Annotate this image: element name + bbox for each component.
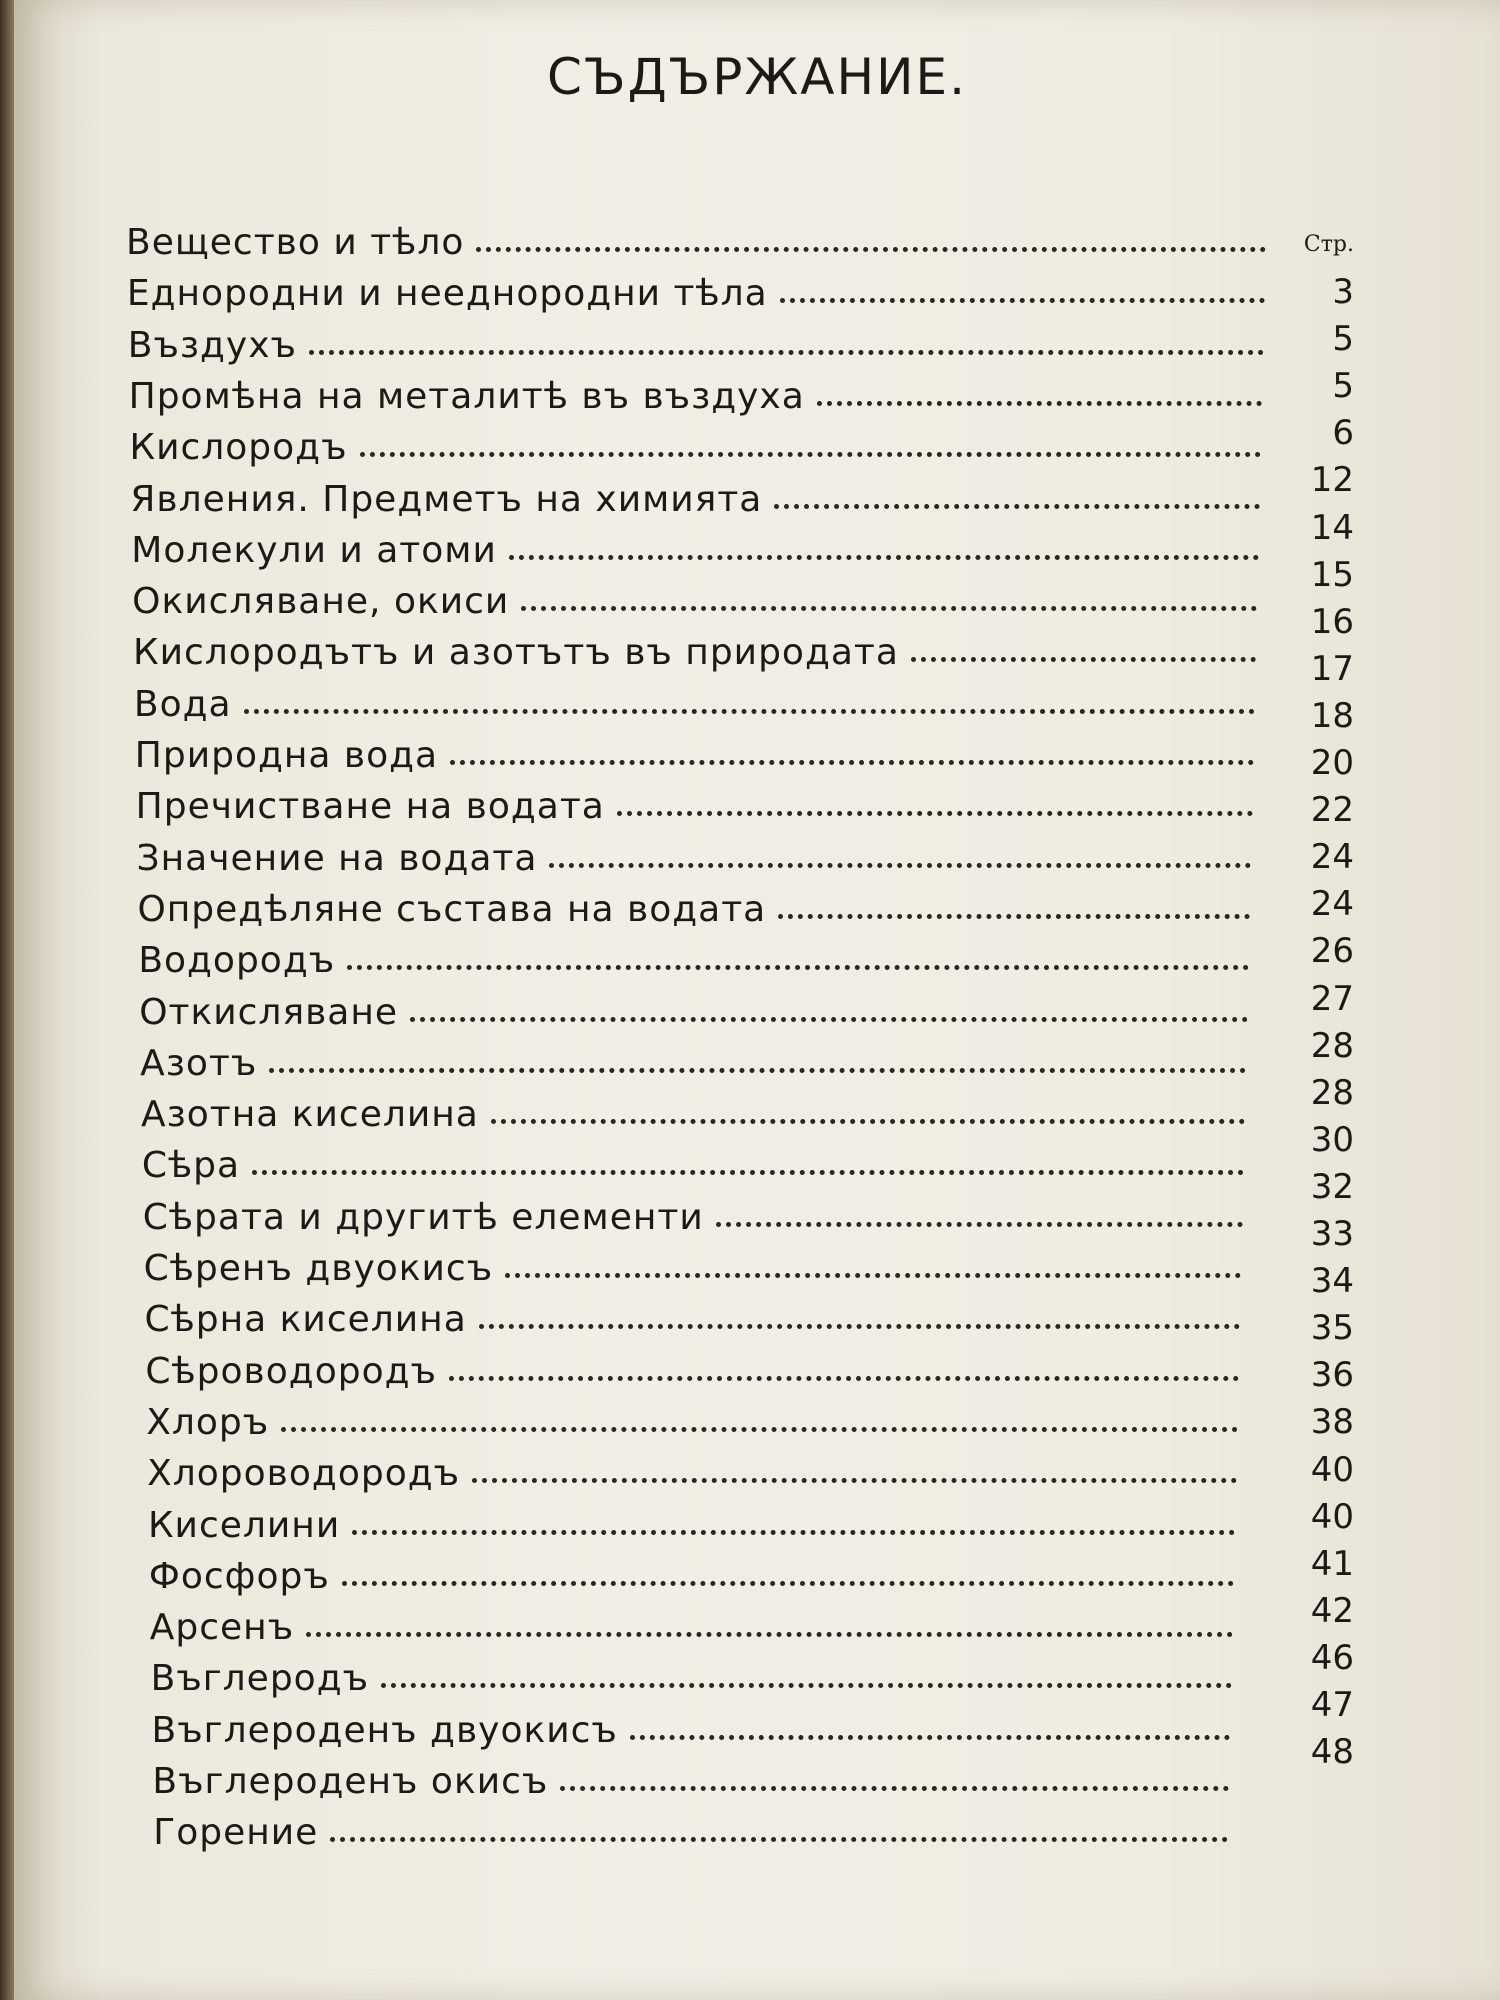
dot-leader [410,1005,1248,1022]
dot-leader [252,1158,1244,1175]
dot-leader [244,697,1255,714]
dot-leader [330,1825,1228,1842]
toc-entry-title: Пречистване на водата [135,786,605,828]
dot-leader [911,645,1256,662]
toc-entry [132,581,1267,627]
toc-entry [138,940,1259,986]
toc-entry-page-number: 32 [1310,1166,1354,1207]
toc-entry-page-number: 22 [1310,790,1354,831]
toc-entry [131,530,1268,576]
toc-entry-page-number: 36 [1310,1355,1354,1396]
toc-entry-page-number: 40 [1310,1496,1354,1537]
dot-leader [617,799,1253,816]
toc-entry-title: Окисляване, окиси [132,581,510,623]
toc-entry-page-number: 17 [1310,648,1354,689]
toc-entry-title: Молекули и атоми [131,529,497,571]
dot-leader [449,1364,1239,1381]
toc-entry-title: Арсенъ [149,1607,295,1649]
toc-entry-page-number: 26 [1310,931,1354,972]
toc-entry-title: Хлороводородъ [147,1453,461,1495]
toc-entry-title: Въглероденъ двуокисъ [151,1709,618,1751]
dot-leader [560,1774,1229,1791]
toc-entry [152,1761,1239,1807]
toc-entry-title: Откисляване [139,991,399,1033]
toc-entry-page-number: 5 [1332,319,1354,360]
dot-leader [269,1056,1246,1073]
toc-entry-title: Горение [153,1812,319,1854]
toc-entry-page-number: 34 [1310,1261,1354,1302]
toc-entry [152,1710,1241,1756]
dot-leader [521,594,1257,611]
toc-entry-title: Сѣренъ двуокисъ [143,1248,494,1289]
toc-entry-title: Значение на водата [136,837,538,879]
toc-entry [128,325,1274,371]
toc-entry [142,1145,1254,1191]
toc-entry [143,1197,1253,1243]
dot-leader [309,338,1264,355]
toc-entry [136,786,1263,832]
toc-entry [141,1094,1255,1140]
toc-entry [151,1658,1242,1704]
toc-entry-page-number: 20 [1310,743,1354,783]
toc-entry-title: Кислородъ [129,427,348,469]
toc-entry-page-number: 40 [1310,1449,1354,1490]
dot-leader [778,902,1250,919]
dot-leader [306,1620,1233,1637]
dot-leader [716,1210,1243,1227]
toc-entry [144,1299,1250,1345]
toc-entry-page-number: 28 [1310,1072,1354,1113]
toc-entry-title: Опредѣляне състава на водата [137,888,767,930]
dot-leader [479,1312,1240,1329]
toc-entry-title: Киселини [148,1504,341,1546]
toc-entry-title: Вода [133,683,232,725]
toc-entry [130,427,1272,473]
toc-entry-title: Явления. Предметъ на химията [130,478,763,520]
toc-entry-page-number: 6 [1332,413,1354,454]
dot-leader [505,1261,1241,1278]
book-page [14,0,1500,2000]
toc-entry-title: Сѣроводородъ [145,1350,437,1392]
dot-leader [472,1466,1237,1483]
book-binding-edge [0,0,14,2000]
toc-entry-title: Промѣна на металитѣ въ въздуха [128,375,805,417]
toc-entry [126,222,1276,268]
toc-entry-title: Вещество и тѣло [126,222,465,263]
dot-leader [360,440,1262,457]
toc-entry-title: Въздухъ [127,324,297,366]
dot-leader [817,389,1263,406]
toc-entry [134,684,1265,730]
toc-entry [144,1248,1252,1294]
toc-entry-page-number: 42 [1310,1590,1354,1631]
dot-leader [491,1107,1245,1124]
toc-entry-page-number: 41 [1310,1543,1354,1584]
toc-entry [150,1607,1243,1653]
toc-entry-title: Азотъ [140,1042,258,1084]
dot-leader [780,286,1265,303]
dot-leader [476,235,1266,252]
page-title: СЪДЪРЖАНИЕ. [547,48,967,106]
toc-entry-page-number: 18 [1310,695,1354,736]
toc-entry-page-number: 30 [1310,1119,1354,1160]
toc-entry-page-number: 12 [1310,460,1354,501]
toc-entry-page-number: 38 [1310,1402,1354,1443]
toc-entry [137,838,1262,884]
toc-entry-page-number: 47 [1310,1685,1354,1725]
toc-entry [127,273,1275,319]
dot-leader [381,1671,1232,1688]
dot-leader [352,1518,1235,1535]
toc-entry [146,1402,1248,1448]
toc-entry-page-number: 28 [1310,1025,1354,1066]
toc-entry [147,1453,1246,1499]
toc-entry-title: Водородъ [138,940,336,982]
page-column-label: Стр. [1303,232,1354,257]
dot-leader [347,953,1249,970]
toc-entry-title: Еднородни и нееднородни тѣла [126,273,768,315]
toc-entry-page-number: 24 [1310,884,1354,925]
dot-leader [281,1415,1238,1432]
toc-entry-title: Въглеродъ [150,1658,370,1700]
toc-entry-page-number: 27 [1310,978,1354,1019]
toc-entry [130,479,1269,525]
toc-entry-page-number: 35 [1310,1308,1354,1349]
toc-entry [129,376,1273,422]
dot-leader [774,492,1260,509]
toc-entry-title: Сѣра [141,1145,241,1187]
toc-entry-page-number: 3 [1332,272,1354,312]
toc-entry-page-number: 33 [1310,1214,1354,1254]
dot-leader [342,1569,1234,1586]
toc-entry-title: Въглероденъ окисъ [152,1761,549,1802]
toc-entry-title: Кислородътъ и азотътъ въ природата [133,632,899,674]
toc-entry-page-number: 16 [1310,601,1354,642]
dot-leader [549,851,1251,868]
toc-entry [145,1351,1249,1397]
toc-entry-page-number: 46 [1310,1637,1354,1678]
dot-leader [450,748,1254,765]
toc-entry-title: Сѣрата и другитѣ елементи [142,1196,704,1238]
dot-leader [509,543,1259,560]
toc-entry-page-number: 24 [1310,837,1354,878]
toc-entry-title: Фосфоръ [148,1555,330,1597]
toc-entry-page-number: 15 [1310,554,1354,595]
toc-entry-page-number: 5 [1332,366,1354,407]
toc-entry-title: Азотна киселина [140,1094,479,1136]
toc-entry-title: Хлоръ [146,1401,270,1443]
toc-entry [139,992,1257,1038]
table-of-contents [14,0,1500,2000]
toc-entry [140,1043,1256,1089]
toc-entry-title: Сѣрна киселина [144,1299,467,1341]
toc-entry [153,1812,1238,1858]
toc-entry [149,1556,1244,1602]
dot-leader [630,1723,1231,1740]
toc-entry-page-number: 48 [1310,1732,1354,1773]
toc-entry [137,889,1260,935]
toc-entry-title: Природна вода [134,735,439,776]
toc-entry-page-number: 14 [1310,507,1354,548]
toc-entry [135,735,1264,781]
toc-entry [133,632,1266,678]
toc-entry [148,1505,1245,1551]
